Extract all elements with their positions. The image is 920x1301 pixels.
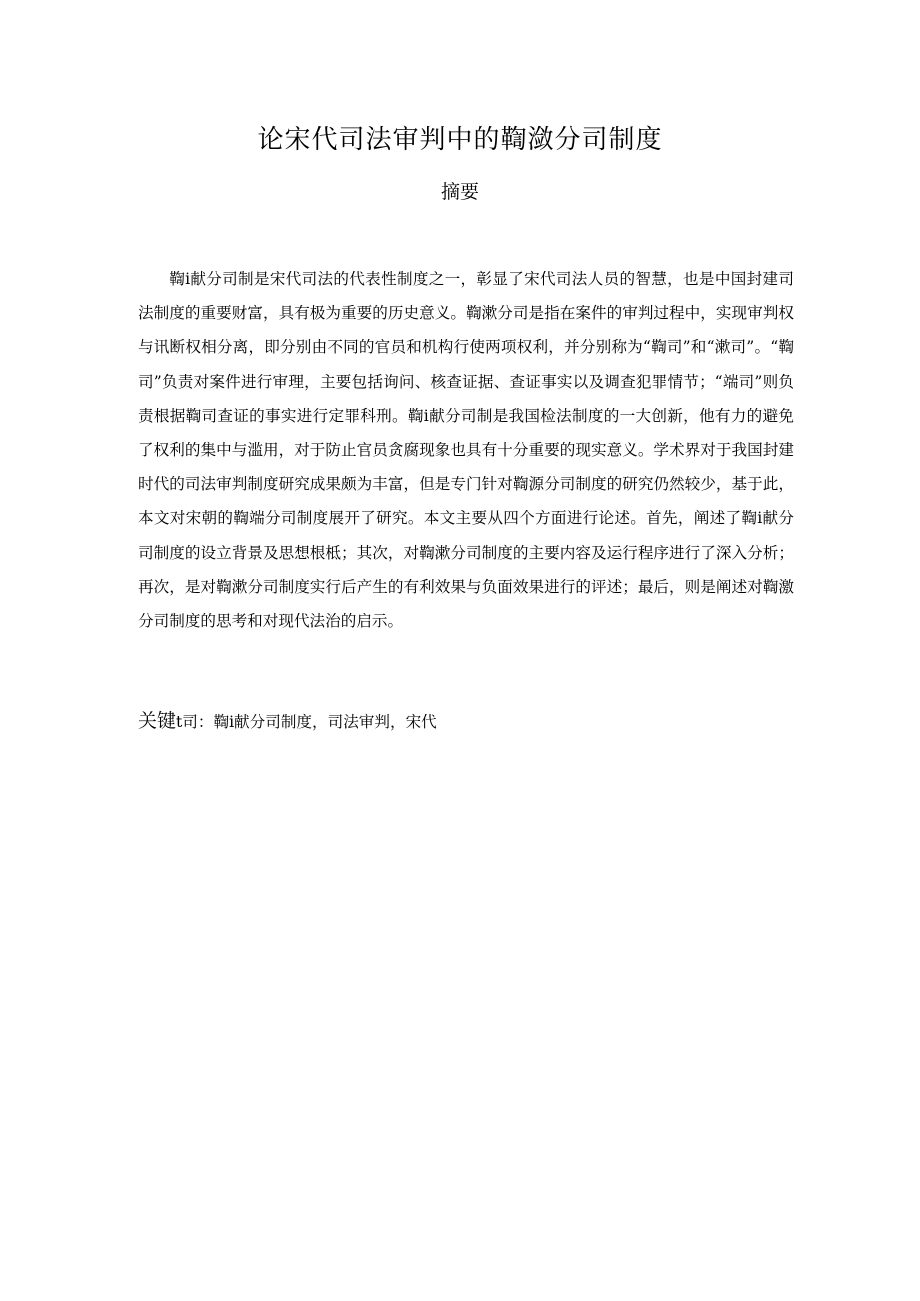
- abstract-heading: 摘要: [440, 181, 479, 203]
- keywords-label: 关键: [138, 710, 177, 732]
- keywords-line: [138, 706, 794, 737]
- keywords-text: t司：鞫i献分司制度，司法审判，宋代: [176, 713, 437, 731]
- abstract-paragraph: 鞫i献分司制是宋代司法的代表性制度之一，彰显了宋代司法人员的智慧，也是中国封建司法制度的重要财富，具有极为重要的历史意义。鞫漱分司是指在案件的审判过程中，实现审判权与讯断权相分离，即分别由不同的官员和机构行使两项权利，并分别称为“鞫司”和“漱司”。“鞫司”负责对案件进行审理，主要包括询问、核查证据、查证事实以及调查犯罪情节；“端司”则负责根据鞫司查证的事实进行定罪科刑。鞫i献分司制是我国检法制度的一大创新，他有力的避免了权利的集中与滥用，对于防止官员贪腐现象也具有十分重要的现实意义。学术界对于我国封建时代的司法审判制度研究成果颇为丰富，但是专门针对鞫源分司制度的研究仍然较少，基于此，本文对宋朝的鞫端分司制度展开了研究。本文主要从四个方面进行论述。首先，阐述了鞫i献分司制度的设立背景及思想根柢；其次，对鞫漱分司制度的主要内容及运行程序进行了深入分析；再次，是对鞫漱分司制度实行后产生的有利效果与负面效果进行的评述；最后，则是阐述对鞫激分司制度的思考和对现代法治的启示。: [138, 270, 794, 631]
- document-title: 论宋代司法审判中的鞫潋分司制度: [257, 125, 663, 155]
